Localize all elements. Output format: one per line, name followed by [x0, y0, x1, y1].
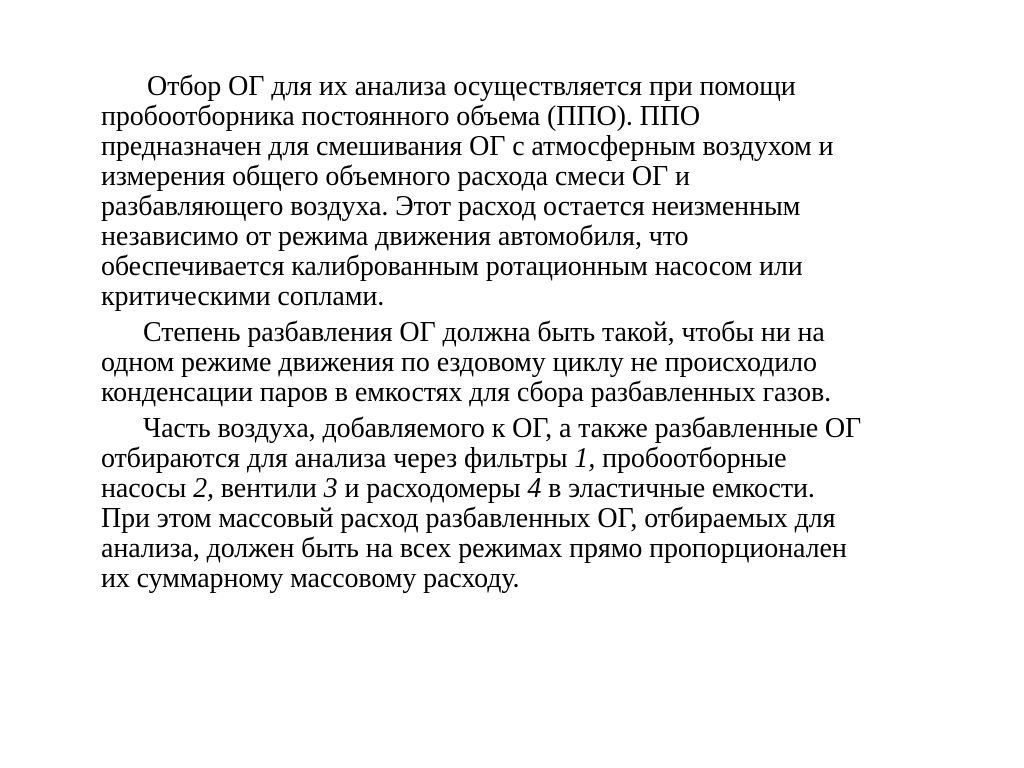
text-line: разбавляющего воздуха. Этот расход остается неизменным [101, 191, 801, 222]
text-segment: в эластичные емкости. [541, 473, 815, 504]
paragraph-1 [101, 72, 961, 312]
figure-ref-valves: 3 [323, 473, 338, 504]
text-line [101, 444, 961, 474]
text-line: конденсации паров в емкостях для сбора разбавленных газов. [101, 377, 831, 408]
text-line: обеспечивается калиброванным ротационным насосом или [101, 251, 803, 282]
text-line: Отбор ОГ для их анализа осуществляется при помощи [147, 71, 796, 102]
text-line: измерения общего объемного расхода смеси ОГ и [101, 161, 690, 192]
text-line: одном режиме движения по ездовому циклу не происходило [101, 347, 817, 378]
figure-ref-filters: 1, [574, 443, 596, 474]
figure-ref-pumps: 2, [193, 473, 214, 504]
text-segment: насосы [101, 473, 194, 504]
text-segment: пробоотборные [595, 443, 787, 474]
text-line: Степень разбавления ОГ должна быть такой, чтобы ни на [143, 317, 825, 348]
text-line: пробоотборника постоянного объема (ППО). ППО [101, 101, 700, 132]
body-text [101, 72, 961, 594]
text-line [101, 474, 961, 504]
text-segment: вентили [213, 473, 324, 504]
text-line: их суммарному массовому расходу. [101, 563, 520, 594]
text-line: предназначен для смешивания ОГ с атмосферным воздухом и [101, 131, 834, 162]
text-line: При этом массовый расход разбавленных ОГ, отбираемых для [101, 503, 836, 534]
text-segment: и расходомеры [337, 473, 528, 504]
text-segment: отбираются для анализа через фильтры [101, 443, 575, 474]
figure-ref-flowmeters: 4 [527, 473, 542, 504]
text-line: независимо от режима движения автомобиля, что [101, 221, 689, 252]
paragraph-3 [101, 414, 961, 594]
text-line: критическими соплами. [101, 281, 385, 312]
text-line: анализа, должен быть на всех режимах прямо пропорционален [101, 533, 847, 564]
text-line: Часть воздуха, добавляемого к ОГ, а также разбавленные ОГ [143, 413, 862, 444]
paragraph-2 [101, 318, 961, 408]
